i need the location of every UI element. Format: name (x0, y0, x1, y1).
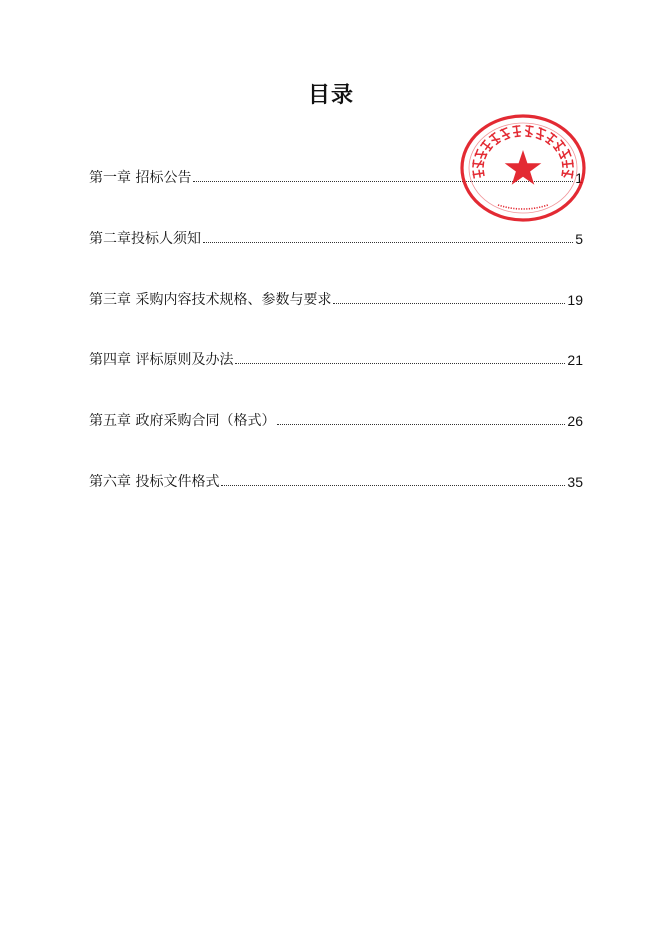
toc-leader-dots (203, 241, 573, 243)
red-star-seal-icon (458, 112, 588, 224)
seal-glyph (472, 169, 484, 179)
seal-glyph (512, 125, 521, 137)
toc-leader-dots (277, 423, 565, 425)
toc-entry-page: 19 (567, 292, 583, 308)
seal-glyph (545, 132, 558, 146)
toc-entry-page: 35 (567, 474, 583, 490)
toc-entry-6[interactable] (89, 469, 583, 491)
toc-entry-page: 21 (567, 352, 583, 368)
seal-glyph (499, 127, 511, 140)
toc-entry-4[interactable] (89, 347, 583, 369)
seal-glyph (524, 125, 533, 137)
page-title: 目录 (307, 83, 354, 108)
toc-entry-label: 第四章 评标原则及办法 (89, 352, 234, 368)
toc-entry-label: 第五章 政府采购合同（格式） (89, 413, 276, 429)
seal-glyph (562, 159, 574, 168)
seal-glyph (559, 149, 572, 160)
seal-bottom-code (498, 205, 548, 209)
seal-glyph (553, 139, 567, 152)
toc-leader-dots (235, 362, 565, 364)
seal-glyph (480, 139, 494, 152)
toc-entry-label: 第六章 投标文件格式 (89, 474, 220, 490)
seal-glyph (472, 159, 484, 168)
toc-entry-page: 26 (567, 413, 583, 429)
seal-glyph (535, 127, 547, 140)
toc-entry-page: 5 (575, 231, 583, 247)
toc-entry-label: 第二章投标人须知 (89, 231, 201, 247)
toc-entry-label: 第一章 招标公告 (89, 170, 192, 186)
toc-entry-5[interactable] (89, 408, 583, 430)
toc-leader-dots (333, 302, 565, 304)
toc-entry-page: 1 (575, 170, 583, 186)
seal-glyph (488, 132, 501, 146)
seal-glyph (562, 169, 574, 179)
toc-entry-2[interactable] (89, 226, 583, 248)
toc-entry-label: 第三章 采购内容技术规格、参数与要求 (89, 292, 332, 308)
toc-leader-dots (221, 484, 565, 486)
seal-star (505, 150, 542, 185)
toc-entry-3[interactable] (89, 287, 583, 309)
seal-glyph (474, 149, 487, 160)
